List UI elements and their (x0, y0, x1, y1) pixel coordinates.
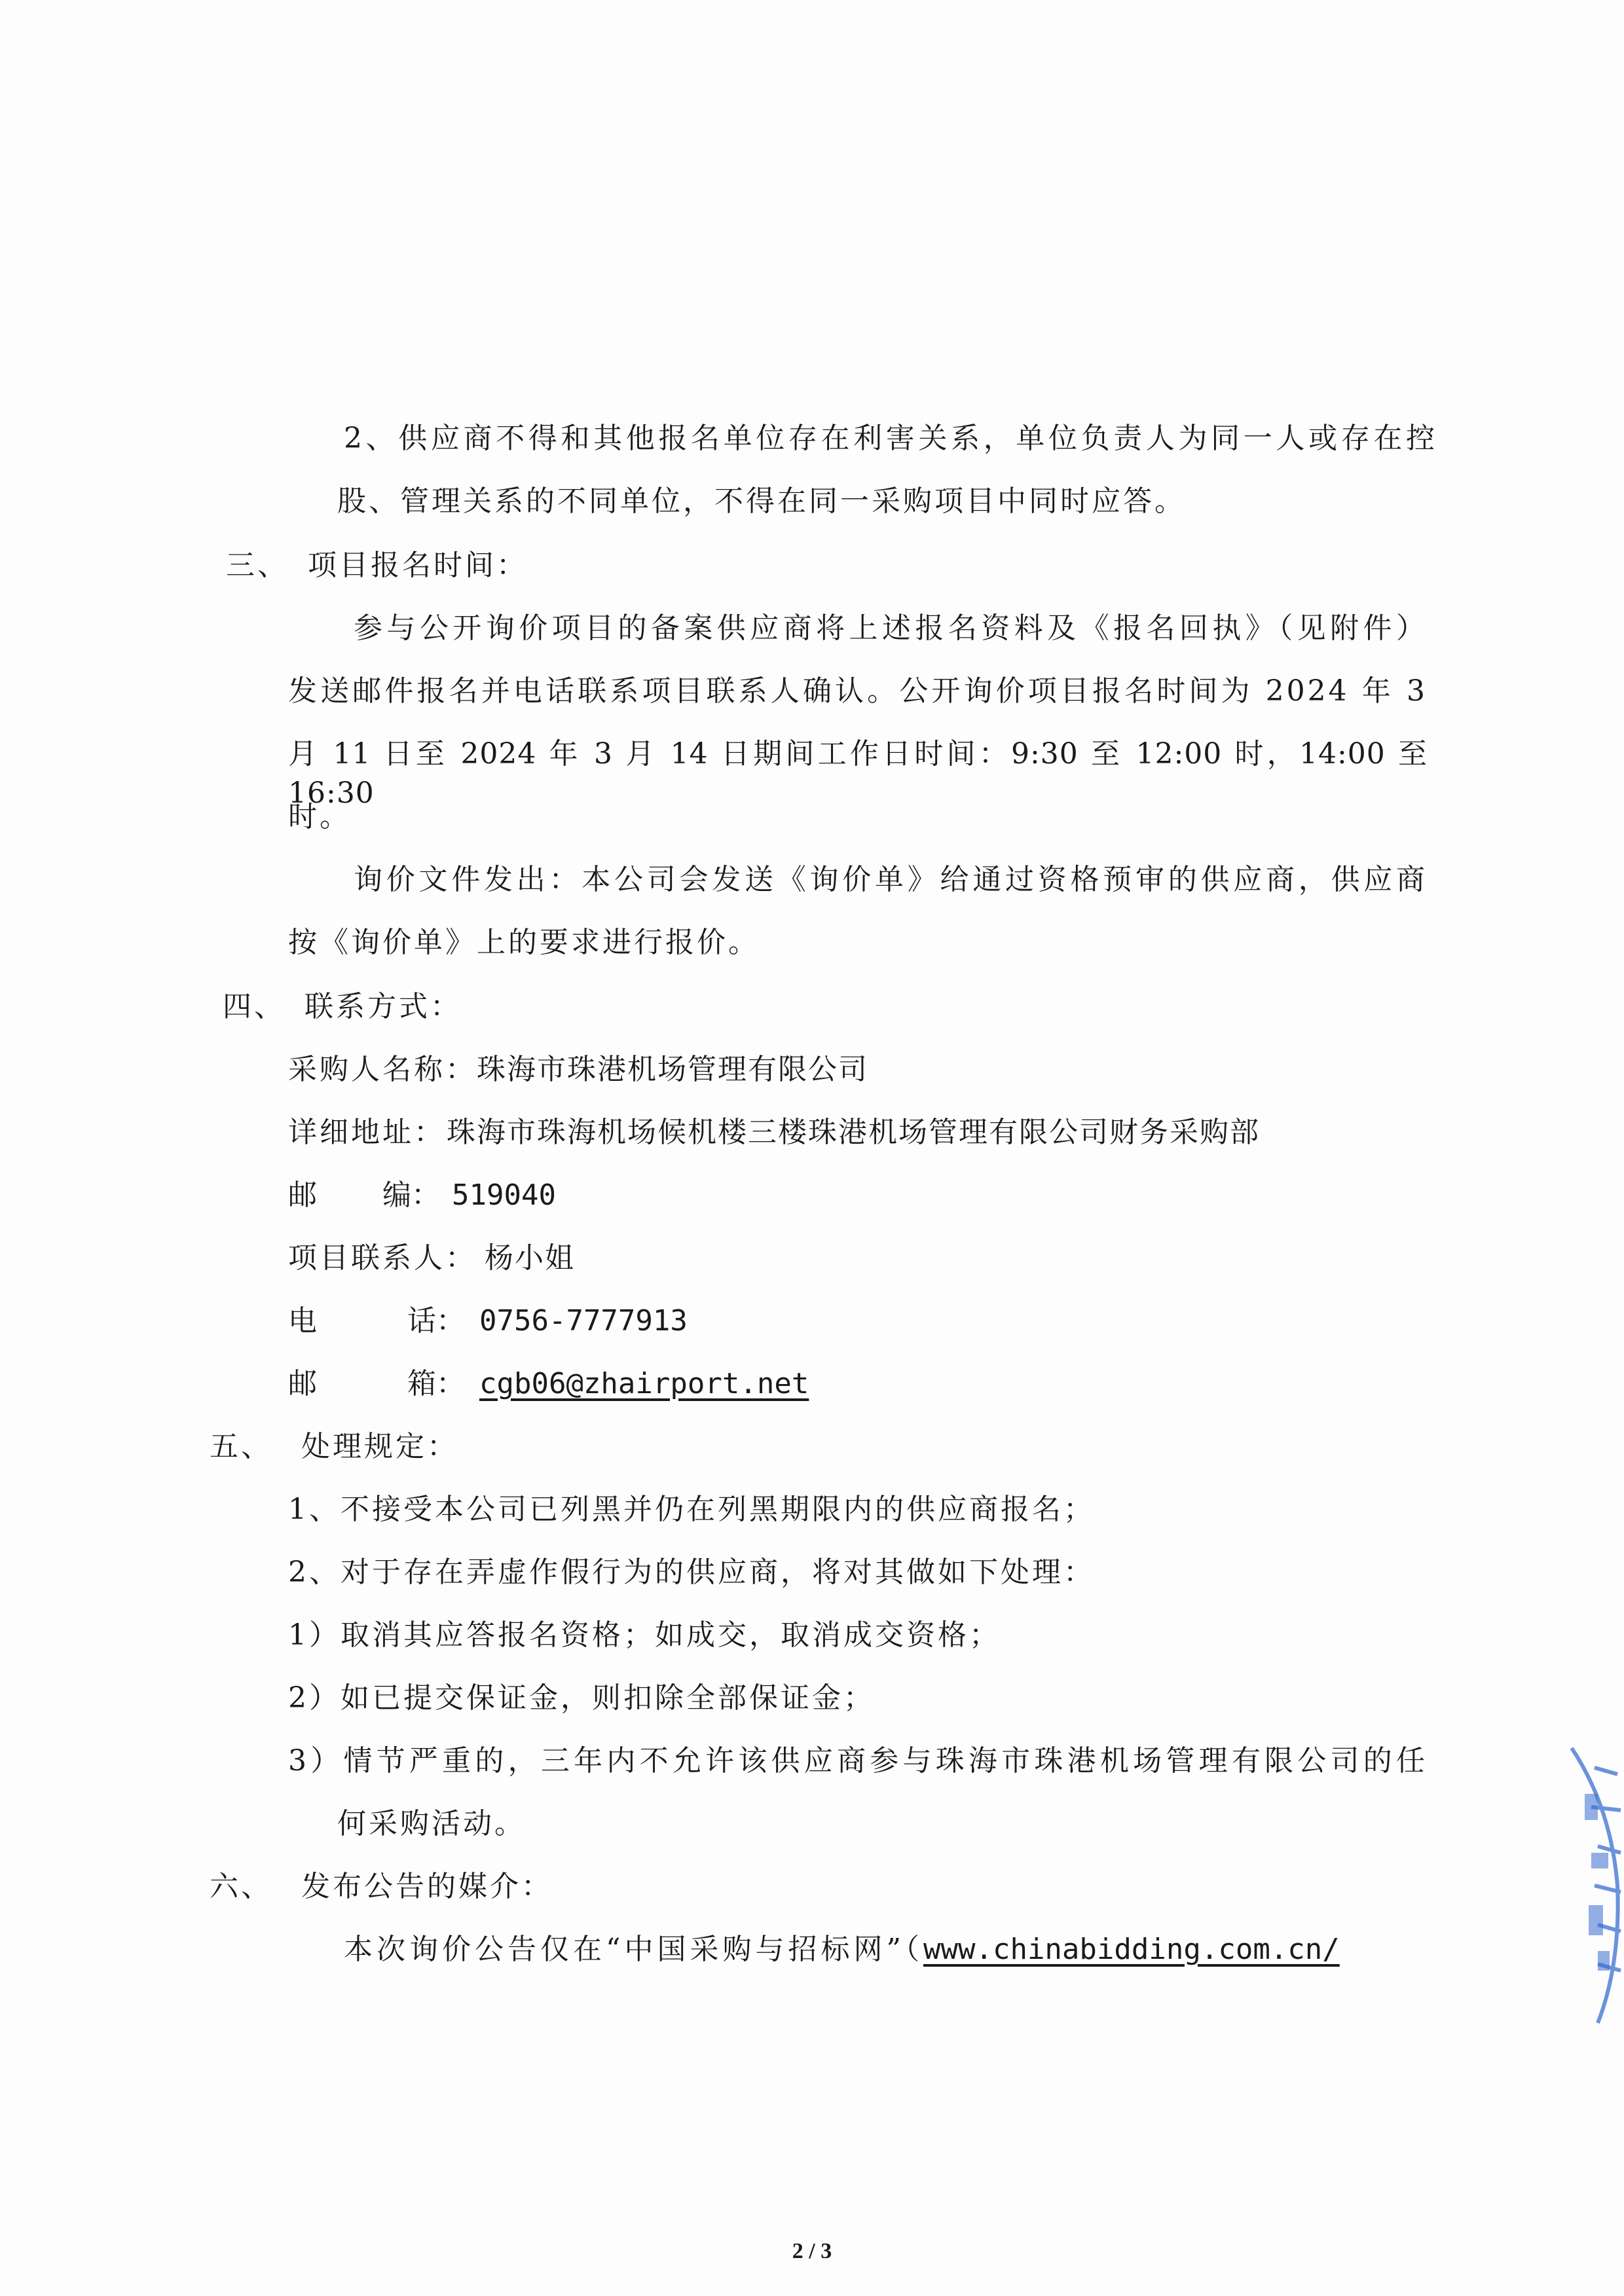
section-5-number: 五、 (210, 1430, 272, 1463)
section-6-body-prefix: 本次询价公告仅在“中国采购与招标网”（ (344, 1933, 923, 1966)
email-label (288, 1364, 465, 1404)
postcode-label-char-1: 邮 (288, 1178, 317, 1212)
section-3-inquiry-line-2: 按《询价单》上的要求进行报价。 (288, 926, 760, 959)
section-4-title: 联系方式： (304, 990, 462, 1023)
contact-label: 项目联系人： (288, 1241, 477, 1275)
phone-label (288, 1302, 465, 1341)
phone-label-char-2: 话： (407, 1304, 465, 1338)
section-6-body (344, 1930, 1340, 1969)
section-4-number: 四、 (223, 990, 286, 1023)
section-3-body-line-2: 发送邮件报名并电话联系项目联系人确认。公开询价项目报名时间为 2024 年 3 (288, 674, 1428, 708)
section-5-title: 处理规定： (301, 1430, 458, 1463)
section-3-body-line-1: 参与公开询价项目的备案供应商将上述报名资料及《报名回执》（见附件） (354, 611, 1428, 645)
seal-stamp-icon (1559, 1728, 1624, 2030)
email-label-char-2: 箱： (407, 1367, 465, 1400)
section-3-number: 三、 (226, 549, 289, 582)
paragraph-2-line-2: 股、管理关系的不同单位，不得在同一采购项目中同时应答。 (337, 484, 1186, 518)
email-label-char-1: 邮 (288, 1367, 317, 1400)
contact-value: 杨小姐 (485, 1241, 575, 1275)
paragraph-2-line-1: 2、供应商不得和其他报名单位存在利害关系，单位负责人为同一人或存在控 (344, 422, 1437, 455)
section-3-title: 项目报名时间： (308, 549, 528, 582)
page-number: 2 / 3 (792, 2239, 832, 2263)
purchaser-value: 珠海市珠港机场管理有限公司 (477, 1053, 868, 1086)
section-3-inquiry-line-1: 询价文件发出：本公司会发送《询价单》给通过资格预审的供应商，供应商 (354, 863, 1428, 896)
email-link[interactable]: cgb06@zhairport.net (479, 1367, 809, 1400)
chinabidding-link[interactable]: www.chinabidding.com.cn/ (923, 1933, 1340, 1966)
section-5-item-2: 2、对于存在弄虚作假行为的供应商，将对其做如下处理： (288, 1556, 1095, 1589)
section-6-title: 发布公告的媒介： (301, 1870, 553, 1903)
phone-label-char-1: 电 (288, 1304, 317, 1338)
section-6-number: 六、 (210, 1870, 272, 1903)
address-label: 详细地址： (288, 1116, 445, 1149)
address-value: 珠海市珠海机场候机楼三楼珠港机场管理有限公司财务采购部 (447, 1116, 1260, 1149)
seal-stamp-graphic (1559, 1728, 1624, 2030)
section-5-sub-2: 2）如已提交保证金，则扣除全部保证金； (288, 1681, 875, 1715)
section-5-sub-3-line-2: 何采购活动。 (337, 1807, 526, 1840)
postcode-label (288, 1176, 440, 1215)
section-5-sub-3-line-1: 3）情节严重的，三年内不允许该供应商参与珠海市珠港机场管理有限公司的任 (288, 1744, 1428, 1777)
phone-value: 0756-7777913 (479, 1304, 688, 1338)
section-5-sub-1: 1）取消其应答报名资格；如成交，取消成交资格； (288, 1618, 1001, 1652)
purchaser-label: 采购人名称： (288, 1053, 477, 1086)
section-5-item-1: 1、不接受本公司已列黑并仍在列黑期限内的供应商报名； (288, 1493, 1095, 1526)
postcode-value: 519040 (452, 1178, 556, 1212)
section-3-body-line-3: 月 11 日至 2024 年 3 月 14 日期间工作日时间：9:30 至 12:00 时，14:00 至 16:30 (288, 737, 1428, 810)
section-3-body-line-4: 时。 (288, 800, 351, 833)
postcode-label-char-2: 编： (382, 1178, 440, 1212)
